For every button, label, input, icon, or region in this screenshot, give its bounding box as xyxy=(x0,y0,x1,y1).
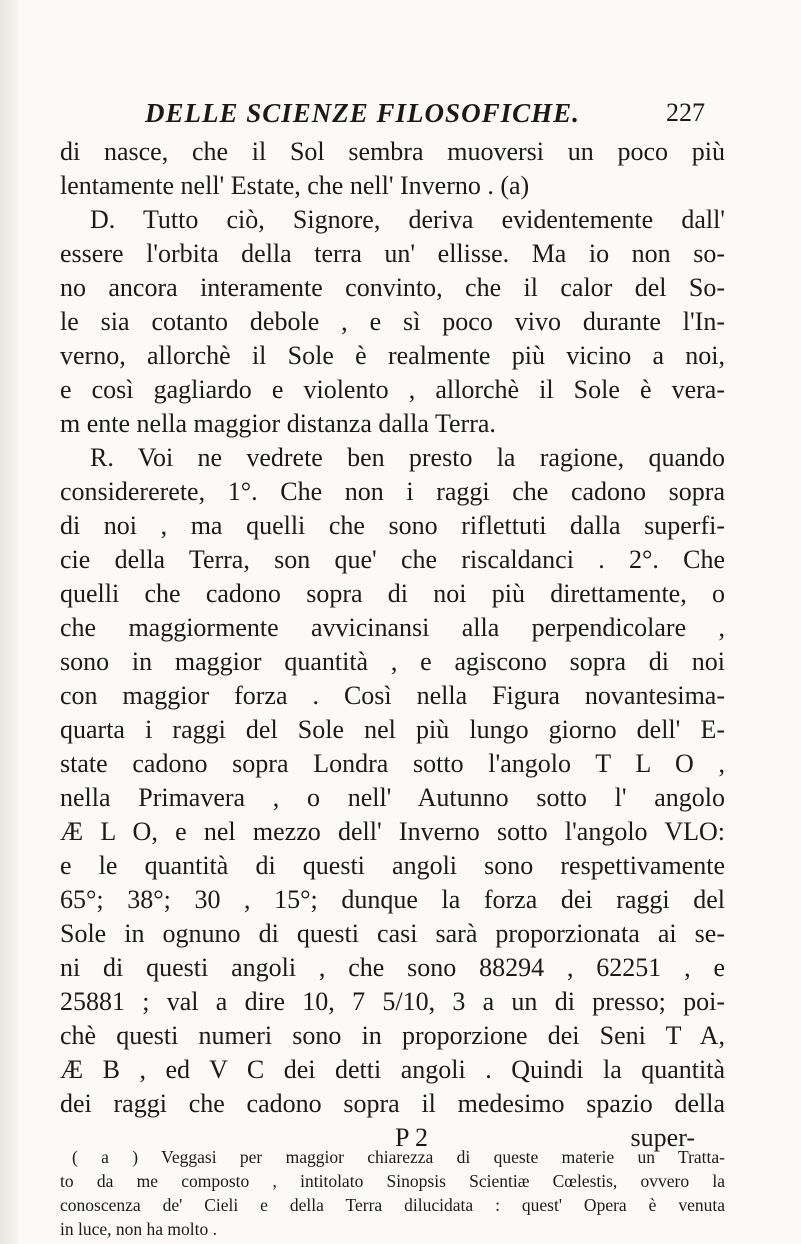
text-line: quarta i raggi del Sole nel più lungo giorno dell' E- xyxy=(60,715,725,744)
text-line: e le quantità di questi angoli sono respettivamente xyxy=(60,851,725,880)
catchword: super- xyxy=(630,1123,695,1152)
text-line: verno, allorchè il Sole è realmente più vicino a noi, xyxy=(60,341,725,370)
text-line: che maggiormente avvicinansi alla perpendicolare , xyxy=(60,613,725,642)
text-line: con maggior forza . Così nella Figura novantesima- xyxy=(60,681,725,710)
footnote-line: ( a ) Veggasi per maggior chiarezza di queste materie un Tratta- xyxy=(72,1147,725,1167)
text-line: dei raggi che cadono sopra il medesimo spazio della xyxy=(60,1089,725,1118)
text-line: sono in maggior quantità , e agiscono sopra di noi xyxy=(60,647,725,676)
text-line: quelli che cadono sopra di noi più direttamente, o xyxy=(60,579,725,608)
text-line: di noi , ma quelli che sono riflettuti dalla superfi- xyxy=(60,511,725,540)
running-title: DELLE SCIENZE FILOSOFICHE. xyxy=(145,98,580,128)
page-number: 227 xyxy=(666,98,705,127)
running-header xyxy=(145,98,705,134)
text-line: le sia cotanto debole , e sì poco vivo durante l'In- xyxy=(60,307,725,336)
text-line: 25881 ; val a dire 10, 7 5/10, 3 a un di presso; poi- xyxy=(60,987,725,1016)
text-line: essere l'orbita della terra un' ellisse. Ma io non so- xyxy=(60,239,725,268)
text-line: lentamente nell' Estate, che nell' Inverno . (a) xyxy=(60,171,530,200)
page-gutter-shadow xyxy=(0,0,18,1244)
text-line: e così gagliardo e violento , allorchè il Sole è vera- xyxy=(60,375,725,404)
text-line: no ancora interamente convinto, che il calor del So- xyxy=(60,273,725,302)
text-line: D. Tutto ciò, Signore, deriva evidentemente dall' xyxy=(90,205,725,234)
signature-mark: P 2 xyxy=(395,1123,428,1152)
text-line: 65°; 38°; 30 , 15°; dunque la forza dei raggi del xyxy=(60,885,725,914)
text-line: di nasce, che il Sol sembra muoversi un poco più xyxy=(60,137,725,166)
footnote-block xyxy=(60,1145,725,1241)
text-line: Æ B , ed V C dei detti angoli . Quindi la quantità xyxy=(60,1055,725,1084)
footnote-line: conoscenza de' Cieli e della Terra dilucidata : quest' Opera è venuta xyxy=(60,1195,725,1215)
text-line: chè questi numeri sono in proporzione dei Seni T A, xyxy=(60,1021,725,1050)
text-line: cie della Terra, son que' che riscaldanci . 2°. Che xyxy=(60,545,725,574)
text-line: considererete, 1°. Che non i raggi che cadono sopra xyxy=(60,477,725,506)
text-line: Æ L O, e nel mezzo dell' Inverno sotto l'angolo VLO: xyxy=(60,817,725,846)
main-text-block xyxy=(60,135,725,1155)
text-line: nella Primavera , o nell' Autunno sotto l' angolo xyxy=(60,783,725,812)
text-line: m ente nella maggior distanza dalla Terra. xyxy=(60,409,496,438)
footnote-line: to da me composto , intitolato Sinopsis Scientiæ Cœlestis, ovvero la xyxy=(60,1171,725,1191)
text-line: R. Voi ne vedrete ben presto la ragione, quando xyxy=(90,443,725,472)
text-line: state cadono sopra Londra sotto l'angolo T L O , xyxy=(60,749,725,778)
footnote-line: in luce, non ha molto . xyxy=(60,1219,217,1239)
text-line: ni di questi angoli , che sono 88294 , 62251 , e xyxy=(60,953,725,982)
text-line: Sole in ognuno di questi casi sarà proporzionata ai se- xyxy=(60,919,725,948)
